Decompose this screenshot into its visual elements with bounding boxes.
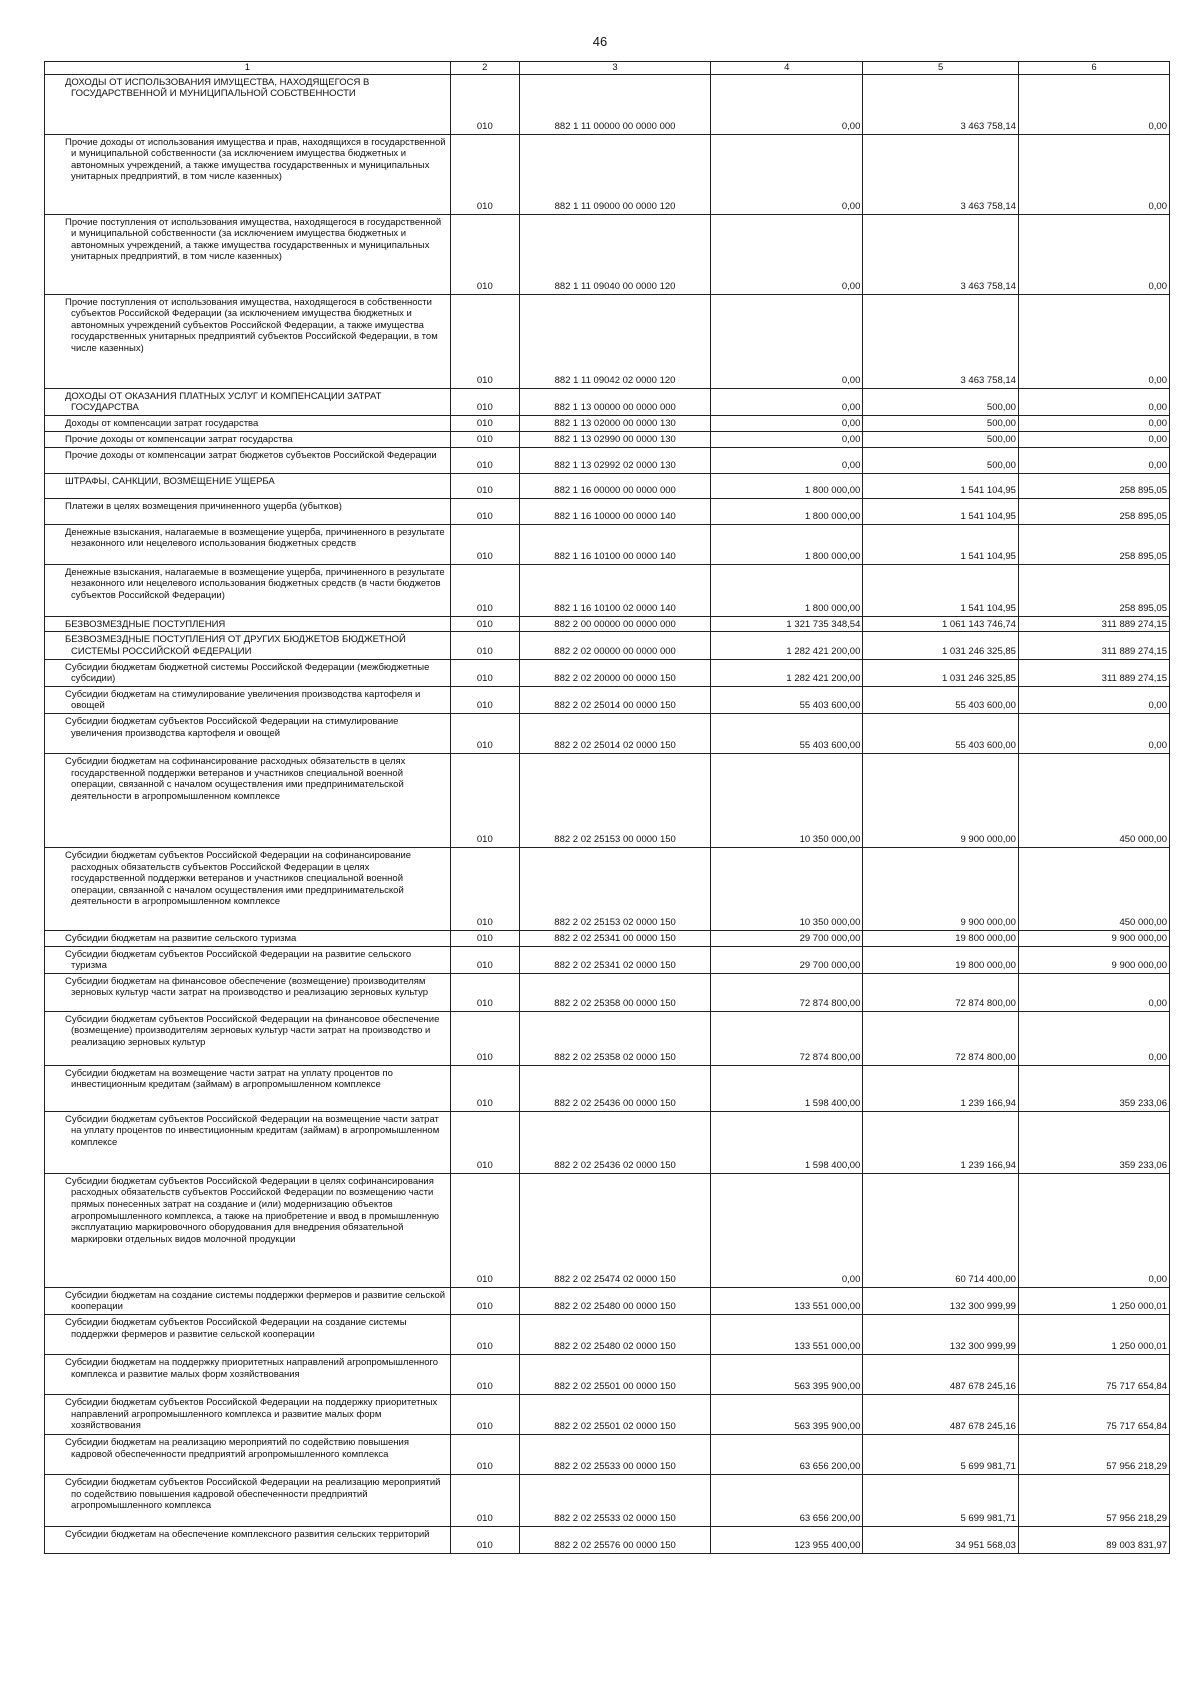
table-row [45,930,1170,946]
table-row [45,564,1170,616]
row-value-col5: 55 403 600,00 [863,713,1019,753]
row-line-code: 010 [450,1111,519,1173]
row-budget-code: 882 1 16 10000 00 0000 140 [519,498,710,524]
table-row [45,973,1170,1011]
table-row [45,415,1170,431]
row-value-col6: 0,00 [1018,1173,1169,1287]
row-line-code: 010 [450,1474,519,1526]
row-line-code: 010 [450,847,519,930]
row-description-text: Прочие поступления от использования имущества, находящегося в государственной и муниципальной собственности (за исключением имущества бюджетных и автономных учреждений, а также имущества государственных и муниципальных унитарных предприятий, в том числе казенных) [65,216,442,263]
row-value-col4: 0,00 [711,134,863,214]
row-description-text: Платежи в целях возмещения причиненного ущерба (убытков) [65,500,342,512]
column-header-6: 6 [1018,62,1169,75]
row-description-text: Субсидии бюджетам на обеспечение комплексного развития сельских территорий [65,1528,430,1540]
revenue-table [44,61,1170,1554]
table-row [45,713,1170,753]
table-row [45,447,1170,473]
table-row [45,1434,1170,1474]
table-row [45,431,1170,447]
row-description [45,388,451,415]
table-row [45,524,1170,564]
row-value-col4: 0,00 [711,415,863,431]
row-description-text: Денежные взыскания, налагаемые в возмещение ущерба, причиненного в результате незаконного или нецелевого использования бюджетных средств (в части бюджетов субъектов Российской Федерации) [65,566,445,601]
row-value-col6: 450 000,00 [1018,753,1169,847]
row-budget-code: 882 2 02 25358 02 0000 150 [519,1011,710,1065]
row-description-text: Прочие поступления от использования имущества, находящегося в собственности субъектов Российской Федерации (за исключением имущества бюджетных и автономных учреждений субъектов Российской Федерации, а также имущества государственных унитарных предприятий субъектов Российской Федерации, в том числе казенных) [65,296,438,354]
row-value-col6: 258 895,05 [1018,473,1169,498]
row-value-col5: 487 678 245,16 [863,1354,1019,1394]
row-value-col5: 3 463 758,14 [863,74,1019,134]
row-line-code: 010 [450,753,519,847]
table-row [45,1173,1170,1287]
row-value-col5: 1 541 104,95 [863,473,1019,498]
row-description [45,946,451,973]
column-header-3: 3 [519,62,710,75]
row-budget-code: 882 1 13 02992 02 0000 130 [519,447,710,473]
row-line-code: 010 [450,1065,519,1111]
row-description [45,753,451,847]
row-line-code: 010 [450,713,519,753]
row-description [45,1394,451,1434]
row-value-col4: 563 395 900,00 [711,1354,863,1394]
row-value-col6: 0,00 [1018,686,1169,713]
row-budget-code: 882 1 16 10100 02 0000 140 [519,564,710,616]
row-description-text: БЕЗВОЗМЕЗДНЫЕ ПОСТУПЛЕНИЯ [65,618,226,630]
row-description [45,1354,451,1394]
row-budget-code: 882 2 02 25341 02 0000 150 [519,946,710,973]
row-value-col4: 1 282 421 200,00 [711,632,863,659]
row-line-code: 010 [450,388,519,415]
row-description-text: Субсидии бюджетам бюджетной системы Российской Федерации (межбюджетные субсидии) [65,661,430,685]
table-row [45,1354,1170,1394]
row-value-col4: 563 395 900,00 [711,1394,863,1434]
row-description-text: Субсидии бюджетам на поддержку приоритетных направлений агропромышленного комплекса и развитие малых форм хозяйствования [65,1356,439,1380]
row-value-col4: 1 321 735 348,54 [711,616,863,632]
row-value-col5: 60 714 400,00 [863,1173,1019,1287]
table-row [45,1287,1170,1314]
row-budget-code: 882 2 02 25501 02 0000 150 [519,1394,710,1434]
row-description-text: Денежные взыскания, налагаемые в возмещение ущерба, причиненного в результате незаконного или нецелевого использования бюджетных средств [65,526,445,550]
table-row [45,1314,1170,1354]
row-value-col4: 29 700 000,00 [711,946,863,973]
row-value-col4: 1 800 000,00 [711,564,863,616]
column-number-row [45,62,1170,75]
row-budget-code: 882 2 02 25480 00 0000 150 [519,1287,710,1314]
row-description-text: Субсидии бюджетам на финансовое обеспечение (возмещение) производителям зерновых культур части затрат на производство и реализацию зерновых культур [65,975,429,999]
row-value-col4: 1 800 000,00 [711,473,863,498]
row-value-col5: 1 541 104,95 [863,564,1019,616]
row-description-text: ДОХОДЫ ОТ ОКАЗАНИЯ ПЛАТНЫХ УСЛУГ И КОМПЕНСАЦИИ ЗАТРАТ ГОСУДАРСТВА [65,390,382,414]
row-value-col6: 0,00 [1018,214,1169,294]
row-description-text: Прочие доходы от компенсации затрат бюджетов субъектов Российской Федерации [65,449,437,461]
row-description-text: Субсидии бюджетам субъектов Российской Федерации на возмещение части затрат на уплату процентов по инвестиционным кредитам (займам) в агропромышленном комплексе [65,1113,440,1148]
row-value-col6: 258 895,05 [1018,524,1169,564]
row-budget-code: 882 2 02 25358 00 0000 150 [519,973,710,1011]
row-value-col5: 19 800 000,00 [863,930,1019,946]
row-budget-code: 882 1 13 02990 00 0000 130 [519,431,710,447]
row-value-col6: 0,00 [1018,294,1169,388]
row-value-col5: 132 300 999,99 [863,1314,1019,1354]
table-row [45,1111,1170,1173]
table-row [45,946,1170,973]
row-value-col4: 72 874 800,00 [711,1011,863,1065]
row-line-code: 010 [450,1394,519,1434]
row-description-text: Субсидии бюджетам субъектов Российской Федерации на создание системы поддержки фермеров и развитие сельской кооперации [65,1316,407,1340]
row-budget-code: 882 1 11 09040 00 0000 120 [519,214,710,294]
row-line-code: 010 [450,1173,519,1287]
row-line-code: 010 [450,564,519,616]
row-value-col6: 359 233,06 [1018,1065,1169,1111]
table-row [45,1065,1170,1111]
row-value-col6: 75 717 654,84 [1018,1394,1169,1434]
row-value-col6: 9 900 000,00 [1018,946,1169,973]
row-description-text: Субсидии бюджетам субъектов Российской Федерации на стимулирование увеличения производства картофеля и овощей [65,715,399,739]
row-description-text: Доходы от компенсации затрат государства [65,417,259,429]
row-description-text: Субсидии бюджетам субъектов Российской Федерации на развитие сельского туризма [65,948,412,972]
row-line-code: 010 [450,447,519,473]
row-value-col6: 0,00 [1018,973,1169,1011]
row-description-text: Субсидии бюджетам на стимулирование увеличения производства картофеля и овощей [65,688,421,712]
row-description [45,973,451,1011]
row-line-code: 010 [450,134,519,214]
row-description [45,713,451,753]
row-budget-code: 882 1 16 00000 00 0000 000 [519,473,710,498]
row-budget-code: 882 1 11 09000 00 0000 120 [519,134,710,214]
row-value-col4: 0,00 [711,214,863,294]
row-description [45,1173,451,1287]
row-value-col5: 1 031 246 325,85 [863,659,1019,686]
row-budget-code: 882 1 13 02000 00 0000 130 [519,415,710,431]
row-value-col4: 1 282 421 200,00 [711,659,863,686]
row-value-col5: 9 900 000,00 [863,847,1019,930]
row-description [45,1526,451,1553]
row-budget-code: 882 2 02 25474 02 0000 150 [519,1173,710,1287]
row-description [45,415,451,431]
row-value-col6: 0,00 [1018,415,1169,431]
row-budget-code: 882 2 02 25014 02 0000 150 [519,713,710,753]
row-value-col5: 19 800 000,00 [863,946,1019,973]
row-value-col4: 1 800 000,00 [711,524,863,564]
row-value-col4: 133 551 000,00 [711,1314,863,1354]
row-budget-code: 882 2 02 25153 02 0000 150 [519,847,710,930]
row-description [45,1065,451,1111]
row-description-text: БЕЗВОЗМЕЗДНЫЕ ПОСТУПЛЕНИЯ ОТ ДРУГИХ БЮДЖЕТОВ БЮДЖЕТНОЙ СИСТЕМЫ РОССИЙСКОЙ ФЕДЕРАЦИИ [65,634,406,657]
row-value-col6: 57 956 218,29 [1018,1474,1169,1526]
row-line-code: 010 [450,930,519,946]
row-line-code: 010 [450,214,519,294]
table-row [45,1011,1170,1065]
row-value-col4: 0,00 [711,1173,863,1287]
row-value-col5: 72 874 800,00 [863,1011,1019,1065]
row-description [45,847,451,930]
row-value-col6: 75 717 654,84 [1018,1354,1169,1394]
row-description [45,632,451,659]
row-value-col5: 3 463 758,14 [863,294,1019,388]
row-value-col6: 0,00 [1018,74,1169,134]
row-budget-code: 882 1 11 00000 00 0000 000 [519,74,710,134]
table-row [45,616,1170,632]
row-description [45,294,451,388]
table-row [45,1526,1170,1553]
row-value-col5: 34 951 568,03 [863,1526,1019,1553]
row-description-text: Субсидии бюджетам на создание системы поддержки фермеров и развитие сельской кооперации [65,1289,446,1313]
row-description-text: Субсидии бюджетам на реализацию мероприятий по содействию повышения кадровой обеспеченности предприятий агропромышленного комплекса [65,1436,409,1460]
row-value-col6: 1 250 000,01 [1018,1287,1169,1314]
row-value-col6: 0,00 [1018,134,1169,214]
row-description [45,616,451,632]
row-description [45,1011,451,1065]
row-value-col5: 500,00 [863,431,1019,447]
table-row [45,632,1170,659]
row-value-col5: 5 699 981,71 [863,1474,1019,1526]
row-line-code: 010 [450,74,519,134]
row-line-code: 010 [450,498,519,524]
row-value-col5: 487 678 245,16 [863,1394,1019,1434]
row-value-col6: 359 233,06 [1018,1111,1169,1173]
row-value-col4: 1 800 000,00 [711,498,863,524]
table-row [45,473,1170,498]
row-value-col5: 1 239 166,94 [863,1111,1019,1173]
row-description [45,1314,451,1354]
row-line-code: 010 [450,686,519,713]
row-value-col4: 133 551 000,00 [711,1287,863,1314]
row-description [45,524,451,564]
row-value-col4: 29 700 000,00 [711,930,863,946]
row-line-code: 010 [450,1526,519,1553]
row-value-col6: 311 889 274,15 [1018,659,1169,686]
row-line-code: 010 [450,973,519,1011]
row-value-col6: 0,00 [1018,713,1169,753]
column-header-2: 2 [450,62,519,75]
row-value-col5: 132 300 999,99 [863,1287,1019,1314]
row-description [45,1287,451,1314]
row-description-text: Субсидии бюджетам субъектов Российской Федерации на поддержку приоритетных направлений агропромышленного комплекса и развитие малых форм хозяйствования [65,1396,438,1432]
row-description [45,659,451,686]
row-value-col5: 1 541 104,95 [863,524,1019,564]
row-value-col5: 500,00 [863,415,1019,431]
row-line-code: 010 [450,616,519,632]
row-value-col4: 123 955 400,00 [711,1526,863,1553]
row-value-col5: 72 874 800,00 [863,973,1019,1011]
row-value-col4: 0,00 [711,447,863,473]
table-row [45,214,1170,294]
row-description [45,686,451,713]
row-budget-code: 882 2 02 25341 00 0000 150 [519,930,710,946]
row-value-col5: 500,00 [863,447,1019,473]
row-value-col5: 1 541 104,95 [863,498,1019,524]
row-value-col5: 1 239 166,94 [863,1065,1019,1111]
row-value-col6: 258 895,05 [1018,564,1169,616]
column-header-4: 4 [711,62,863,75]
row-value-col6: 0,00 [1018,431,1169,447]
row-description [45,1434,451,1474]
row-line-code: 010 [450,946,519,973]
row-value-col6: 311 889 274,15 [1018,632,1169,659]
row-line-code: 010 [450,431,519,447]
row-value-col5: 1 061 143 746,74 [863,616,1019,632]
row-line-code: 010 [450,1011,519,1065]
row-value-col6: 258 895,05 [1018,498,1169,524]
row-description [45,1111,451,1173]
row-description [45,473,451,498]
row-description [45,74,451,134]
row-value-col4: 0,00 [711,294,863,388]
row-description [45,1474,451,1526]
row-value-col4: 10 350 000,00 [711,847,863,930]
row-budget-code: 882 2 02 25480 02 0000 150 [519,1314,710,1354]
row-value-col6: 57 956 218,29 [1018,1434,1169,1474]
row-budget-code: 882 2 02 25014 00 0000 150 [519,686,710,713]
row-budget-code: 882 1 11 09042 02 0000 120 [519,294,710,388]
row-value-col5: 3 463 758,14 [863,134,1019,214]
row-value-col6: 89 003 831,97 [1018,1526,1169,1553]
row-description [45,930,451,946]
row-value-col4: 55 403 600,00 [711,686,863,713]
row-budget-code: 882 2 02 20000 00 0000 150 [519,659,710,686]
column-header-1: 1 [45,62,451,75]
table-row [45,753,1170,847]
row-description-text: Субсидии бюджетам на развитие сельского туризма [65,932,297,944]
row-description [45,498,451,524]
table-row [45,1474,1170,1526]
row-value-col6: 450 000,00 [1018,847,1169,930]
row-line-code: 010 [450,659,519,686]
row-budget-code: 882 1 16 10100 00 0000 140 [519,524,710,564]
row-description-text: Субсидии бюджетам субъектов Российской Федерации на реализацию мероприятий по содействию повышения кадровой обеспеченности предприятий агропромышленного комплекса [65,1476,441,1512]
row-value-col6: 0,00 [1018,447,1169,473]
row-description [45,214,451,294]
row-description-text: Субсидии бюджетам субъектов Российской Федерации в целях софинансирования расходных обязательств субъектов Российской Федерации по возмещению части прямых понесенных затрат на создание и (или) модернизацию объектов агропромышленного комплекса, а также на приобретение и ввод в промышленную эксплуатацию маркировочного оборудования для внедрения обязательной маркировки отдельных видов молочной продукции [65,1175,439,1245]
row-value-col4: 0,00 [711,388,863,415]
row-value-col5: 9 900 000,00 [863,753,1019,847]
row-value-col6: 1 250 000,01 [1018,1314,1169,1354]
table-row [45,388,1170,415]
table-row [45,294,1170,388]
row-value-col6: 311 889 274,15 [1018,616,1169,632]
row-description [45,431,451,447]
row-value-col4: 55 403 600,00 [711,713,863,753]
row-value-col4: 1 598 400,00 [711,1065,863,1111]
row-value-col4: 0,00 [711,431,863,447]
row-budget-code: 882 2 02 00000 00 0000 000 [519,632,710,659]
row-description [45,564,451,616]
row-value-col4: 63 656 200,00 [711,1474,863,1526]
row-budget-code: 882 2 02 25533 00 0000 150 [519,1434,710,1474]
row-value-col5: 1 031 246 325,85 [863,632,1019,659]
row-budget-code: 882 1 13 00000 00 0000 000 [519,388,710,415]
row-value-col6: 0,00 [1018,388,1169,415]
row-budget-code: 882 2 00 00000 00 0000 000 [519,616,710,632]
table-row [45,1394,1170,1434]
row-description [45,447,451,473]
row-value-col5: 55 403 600,00 [863,686,1019,713]
table-row [45,686,1170,713]
row-line-code: 010 [450,632,519,659]
row-value-col5: 5 699 981,71 [863,1434,1019,1474]
column-header-5: 5 [863,62,1019,75]
row-description-text: Субсидии бюджетам субъектов Российской Федерации на финансовое обеспечение (возмещение) производителям зерновых культур части затрат на производство и реализацию зерновых культур [65,1013,440,1048]
row-description-text: ДОХОДЫ ОТ ИСПОЛЬЗОВАНИЯ ИМУЩЕСТВА, НАХОДЯЩЕГОСЯ В ГОСУДАРСТВЕННОЙ И МУНИЦИПАЛЬНОЙ СОБСТВЕННОСТИ [65,76,370,100]
row-value-col4: 0,00 [711,74,863,134]
row-description-text: Субсидии бюджетам на возмещение части затрат на уплату процентов по инвестиционным кредитам (займам) в агропромышленном комплексе [65,1067,393,1091]
table-row [45,847,1170,930]
row-line-code: 010 [450,415,519,431]
row-budget-code: 882 2 02 25533 02 0000 150 [519,1474,710,1526]
table-row [45,498,1170,524]
row-budget-code: 882 2 02 25153 00 0000 150 [519,753,710,847]
row-line-code: 010 [450,473,519,498]
row-description-text: Прочие доходы от использования имущества и прав, находящихся в государственной и муниципальной собственности (за исключением имущества бюджетных и автономных учреждений, а также имущества государственных и муниципальных унитарных предприятий, в том числе казенных) [65,136,446,183]
table-row [45,659,1170,686]
row-line-code: 010 [450,1287,519,1314]
page-number: 46 [592,34,608,49]
row-value-col5: 3 463 758,14 [863,214,1019,294]
row-budget-code: 882 2 02 25501 00 0000 150 [519,1354,710,1394]
row-description-text: Субсидии бюджетам субъектов Российской Федерации на софинансирование расходных обязательств субъектов Российской Федерации в целях государственной поддержки ветеранов и участников специальной военной операции, связанной с началом осуществления ими предпринимательской деятельности в агропромышленном комплексе [65,849,412,908]
row-value-col6: 9 900 000,00 [1018,930,1169,946]
row-description-text: Субсидии бюджетам на софинансирование расходных обязательств в целях государственной поддержки ветеранов и участников специальной военной операции, связанной с началом осуществления ими предпринимательской деятельности в агропромышленном комплексе [65,755,406,802]
table-row [45,74,1170,134]
row-budget-code: 882 2 02 25436 00 0000 150 [519,1065,710,1111]
row-value-col6: 0,00 [1018,1011,1169,1065]
row-budget-code: 882 2 02 25576 00 0000 150 [519,1526,710,1553]
row-value-col4: 72 874 800,00 [711,973,863,1011]
row-line-code: 010 [450,1314,519,1354]
row-value-col4: 1 598 400,00 [711,1111,863,1173]
row-line-code: 010 [450,524,519,564]
row-description-text: Прочие доходы от компенсации затрат государства [65,433,293,445]
row-budget-code: 882 2 02 25436 02 0000 150 [519,1111,710,1173]
row-value-col4: 63 656 200,00 [711,1434,863,1474]
row-line-code: 010 [450,1354,519,1394]
row-value-col4: 10 350 000,00 [711,753,863,847]
row-description-text: ШТРАФЫ, САНКЦИИ, ВОЗМЕЩЕНИЕ УЩЕРБА [65,475,275,487]
row-line-code: 010 [450,1434,519,1474]
row-line-code: 010 [450,294,519,388]
table-row [45,134,1170,214]
row-value-col5: 500,00 [863,388,1019,415]
row-description [45,134,451,214]
